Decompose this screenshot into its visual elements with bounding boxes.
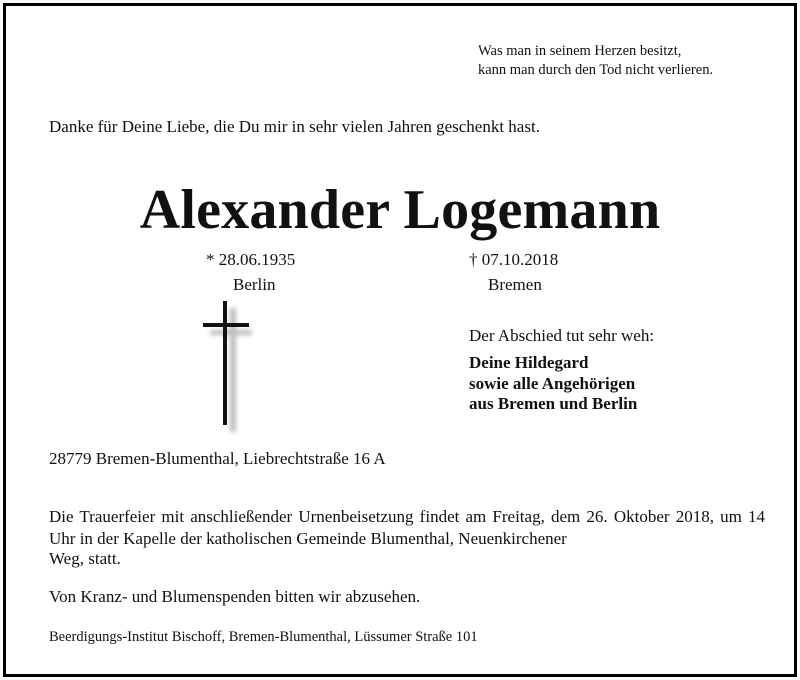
- quote: [478, 42, 713, 80]
- funeral-info-last-line: Weg, statt.: [49, 549, 121, 568]
- thanks-text: Danke für Deine Liebe, die Du mir in sehr vielen Jahren geschenkt hast.: [49, 117, 540, 136]
- quote-line-2: kann man durch den Tod nicht verlieren.: [478, 62, 714, 78]
- obituary-notice: [3, 3, 797, 677]
- address: 28779 Bremen-Blumenthal, Liebrechtstraße 16 A: [49, 449, 386, 468]
- birth-place: Berlin: [233, 275, 276, 294]
- mourners: [469, 353, 637, 415]
- undertaker-info: Beerdigungs-Institut Bischoff, Bremen-Blumenthal, Lüssumer Straße 101: [49, 629, 478, 645]
- funeral-info: Die Trauerfeier mit anschließender Urnenbeisetzung findet am Freitag, dem 26. Oktober 2018, um 14 Uhr in der Kapelle der katholischen Gemeinde Blumenthal, Neuenkirchener: [49, 507, 765, 548]
- mourner-line: sowie alle Angehörigen: [469, 373, 636, 393]
- farewell-text: Der Abschied tut sehr weh:: [469, 326, 655, 345]
- death-date: † 07.10.2018: [469, 250, 559, 269]
- birth-info: [206, 247, 295, 297]
- birth-date: * 28.06.1935: [206, 250, 296, 269]
- quote-line-1: Was man in seinem Herzen besitzt,: [478, 43, 682, 59]
- mourner-line: aus Bremen und Berlin: [469, 394, 638, 413]
- flowers-note: Von Kranz- und Blumenspenden bitten wir abzusehen.: [49, 587, 421, 606]
- mourner-line: Deine Hildegard: [469, 353, 589, 372]
- deceased-name: Alexander Logemann: [139, 179, 661, 241]
- death-place: Bremen: [488, 275, 542, 294]
- death-info: [469, 247, 558, 297]
- cross-icon: [196, 296, 266, 436]
